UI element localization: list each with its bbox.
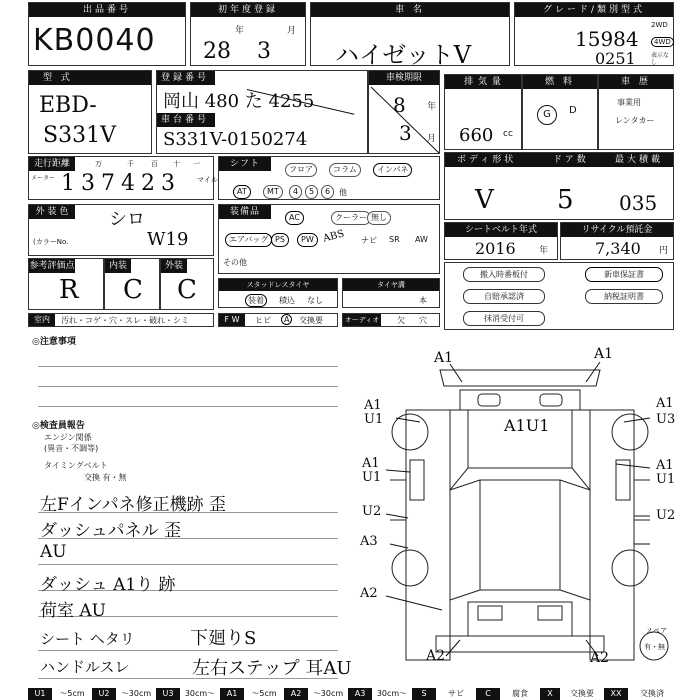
reg-number-label: 登録番号 [157,71,215,85]
interior-value: C [123,275,143,305]
report-7: ハンドルスレ [40,658,130,676]
report-5: 荷室 AU [40,601,107,621]
car-diagram [350,340,690,680]
mileage-label: 走行距離 [29,157,75,171]
equip-other-label: その他 [223,258,247,267]
color-no-value: W19 [147,229,189,250]
legend-a1-text: ～5cm [251,689,277,698]
equip-aw: AW [415,235,428,244]
mark-rear-left: A2 [426,648,446,664]
first-reg-box [190,2,306,66]
engine-sub: (異音・不調等) [44,444,99,453]
legend-c-text: 腐食 [512,689,528,698]
shift-at: AT [233,185,251,199]
spare-label: スペア [646,627,667,635]
interior-label: 内装 [105,259,131,273]
timing-value: 交換 有・無 [84,473,127,482]
shift-label: シフト [219,157,271,171]
inspection-cross-icon [369,85,441,155]
first-reg-label: 初年度登録 [191,3,305,17]
shift-box [218,156,440,200]
mark-left-door-a: A1 [362,456,380,471]
use-business: 事業用 [617,98,641,107]
displacement-unit: cc [503,129,513,139]
month-unit: 月 [287,26,297,36]
legend-u1-code: U1 [28,688,52,700]
legend-c-code: C [476,688,500,700]
mark-left-fender-u: U1 [364,412,384,427]
mark-front-right: A1 [594,346,614,362]
grade-value-1: 15984 [575,27,639,51]
mileage-h-hyaku: 百 [151,160,158,168]
shift-floor: フロア [285,163,317,177]
mileage-value: 137423 [61,171,181,196]
doors-value: 5 [557,185,574,215]
displacement-value: 660 [459,125,494,146]
stock-box [28,2,186,66]
displacement-label: 排 気 量 [445,75,521,89]
model-name-box [310,2,510,69]
mark-left-quarter: A2 [360,586,378,601]
legend-u2-code: U2 [92,688,116,700]
eval-value: R [59,275,79,305]
equipment-label: 装備品 [219,205,271,219]
doc-insurance: 自賠承認済 [463,289,545,304]
legend-a1-code: A1 [220,688,244,700]
report-3: AU [40,542,67,562]
type-box [28,70,152,154]
stud-loaded: 積込 [279,296,295,305]
equip-pw: PW [297,233,318,247]
exterior-color-box [28,204,214,256]
use-label: 車 歴 [599,75,673,89]
report-line-3 [38,564,338,565]
first-reg-year: 28 [203,39,231,64]
fw-row [218,313,338,327]
equip-ac: AC [285,211,304,225]
mileage-meter-label: メーター [31,175,56,182]
stock-label: 出品番号 [29,3,185,17]
report-4: ダッシュ A1り 跡 [40,575,176,595]
type-value-1: EBD- [39,93,97,118]
fw-replace: 交換要 [299,316,323,325]
docs-box [444,262,674,330]
fw-crack: ヒビ [255,316,271,325]
type-value-2: S331V [43,123,116,148]
mark-left-rear: A3 [360,534,378,549]
chassis-number: S331V-0150274 [163,129,308,150]
exterior-box [160,258,214,310]
audio-row [342,313,440,327]
legend-a3-code: A3 [348,688,372,700]
inspection-month: 3 [399,121,412,145]
mark-left-step: U2 [362,504,382,519]
mark-right-fender-u: U3 [656,412,676,427]
grade-value-2: 0251 [595,49,636,68]
chassis-label: 車台番号 [157,113,215,127]
displacement-box [444,74,522,150]
notes-line-2 [38,386,338,387]
legend-u2-text: ～30cm [120,689,152,698]
recycle-label: リサイクル預託金 [561,223,673,237]
mark-roof: A1U1 [504,416,550,435]
interior-box [104,258,160,310]
legend-u1-text: ～5cm [59,689,85,698]
mark-left-door-u: U1 [362,470,382,485]
audio-label: オーディオ [344,316,380,324]
legend-u3-text: 30cm～ [184,689,216,698]
report-right-1: 下廻りS [190,628,257,649]
seatbelt-label: シートベルト年式 [445,223,557,237]
legend-s-code: S [412,688,436,700]
shift-mt: MT [263,185,283,199]
stud-box [218,278,338,308]
legend-x-code: X [540,688,560,700]
legend-xx-text: 交換済 [640,689,664,698]
shift-5: 5 [305,185,318,199]
mileage-h-juu: 十 [173,160,180,168]
grade-box [514,2,674,66]
shift-4: 4 [289,185,302,199]
recycle-unit: 円 [659,246,669,256]
body-header-bar [445,153,673,179]
exterior-color-label: 外 装 色 [29,205,75,219]
legend-xx-code: XX [604,688,628,700]
shift-other: 他 [339,188,347,197]
year-unit: 年 [235,26,245,36]
report-right-2: 左右ステップ 耳AU [192,658,352,679]
body-box [444,152,674,220]
eval-label: 参考評価点 [29,261,75,271]
mileage-h-ichi: 一 [193,160,200,168]
color-no-label: (カラーNo. [33,238,69,246]
inspection-box [368,70,440,154]
legend-a2-code: A2 [284,688,308,700]
doc-plate: 搬入時番板付 [463,267,545,282]
notes-line-3 [38,406,338,407]
exterior-label: 外装 [161,259,187,273]
equip-sr: SR [389,235,400,244]
mileage-h-sen: 千 [127,160,134,168]
fuel-label: 燃 料 [523,75,597,89]
recycle-box [560,222,674,260]
mark-right-fender-a: A1 [656,396,674,411]
body-label: ボディ形状 [457,155,517,165]
equipment-box [218,204,440,274]
tire-box [342,278,440,308]
inspection-label: 車検期限 [369,71,439,85]
legend-x-text: 交換要 [570,689,594,698]
drive-2wd: 2WD [651,21,668,29]
mark-right-door-u: U1 [656,472,676,487]
room-items: 汚れ・コゲ・穴・スレ・破れ・シミ [61,316,189,325]
engine-label: エンジン関係 [44,433,92,442]
inspector-heading: ◎検査員報告 [32,421,85,431]
eval-box [28,258,104,310]
shift-instrument-panel: インパネ [373,163,412,177]
grade-label: グレード/類別型式 [515,3,673,17]
use-box [598,74,674,150]
mileage-unit: マイル [197,176,218,184]
fuel-diesel: D [569,105,577,116]
report-1: 左Fインパネ修正機跡 歪 [40,495,227,515]
tire-label: タイヤ溝 [343,279,439,291]
first-reg-month: 3 [257,39,271,64]
audio-missing: 欠 [397,316,405,325]
drive-4wd: 4WD [651,37,674,47]
fw-a: A [281,314,292,325]
mark-right-door-a: A1 [656,458,674,473]
seatbelt-unit: 年 [539,246,549,256]
equip-navi: ナビ [361,236,377,245]
equip-ps: PS [271,233,289,247]
fuel-box [522,74,598,150]
mark-left-fender-a: A1 [364,398,382,413]
seatbelt-box [444,222,558,260]
shift-6: 6 [321,185,334,199]
legend-bar [28,688,676,700]
mark-front-left: A1 [434,350,454,366]
exterior-color-value: シロ [109,209,145,230]
shift-column: コラム [329,163,361,177]
doc-warranty: 新車保証書 [585,267,663,282]
doc-tax: 納税証明書 [585,289,663,304]
legend-s-text: サビ [448,689,464,698]
inspection-month-unit: 月 [427,134,437,144]
stud-none: なし [307,296,323,305]
room-row [28,313,214,327]
capacity-value: 035 [619,191,658,215]
exterior-value: C [177,275,197,305]
report-2: ダッシュパネル 歪 [40,521,182,541]
type-label: 型 式 [29,71,151,85]
equip-none: 無し [367,211,391,225]
audio-hole: 穴 [419,316,427,325]
reg-chassis-box [156,70,368,154]
body-value: V [475,185,494,215]
stock-number: KB0040 [33,23,156,58]
mark-rear-right: A2 [590,650,610,666]
stud-label: スタッドレスタイヤ [219,279,337,291]
recycle-value: 7,340 [595,239,641,258]
equip-note: ABS [321,228,346,245]
seatbelt-value: 2016 [475,239,516,258]
doors-label: ドア数 [553,155,589,165]
legend-a3-text: 30cm～ [376,689,408,698]
tire-unit: 本 [419,296,427,305]
equip-airbag: エアバッグ [225,233,272,247]
report-line-6 [38,650,338,651]
doc-cancel: 抹消受付可 [463,311,545,326]
model-name-label: 車 名 [311,3,509,17]
mark-right-step: U2 [656,508,676,523]
mileage-h-man: 万 [95,160,102,168]
reg-number: 岡山 480 た 4255 [163,91,315,112]
fw-label: F W [219,314,245,326]
mileage-box [28,156,218,200]
inspection-year-unit: 年 [427,102,437,112]
capacity-label: 最大積載量 [615,155,664,179]
room-label: 室内 [29,314,55,326]
notes-line-1 [38,366,338,367]
fuel-gasoline: G [537,105,557,125]
legend-a2-text: ～30cm [312,689,344,698]
legend-u3-code: U3 [156,688,180,700]
timing-label: タイミングベルト [44,461,108,470]
model-name: ハイゼットV [335,41,472,69]
equip-cooler: クーラー [331,211,371,225]
drive-none: 表示なし [651,52,670,66]
stud-equipped: 装着 [245,294,267,307]
report-6: シート ヘタリ [40,630,135,648]
inspection-year: 8 [393,93,406,117]
use-rental: レンタカー [615,116,655,125]
spare-value: 有・無 [644,643,665,651]
notes-heading: ◎注意事項 [32,337,76,347]
